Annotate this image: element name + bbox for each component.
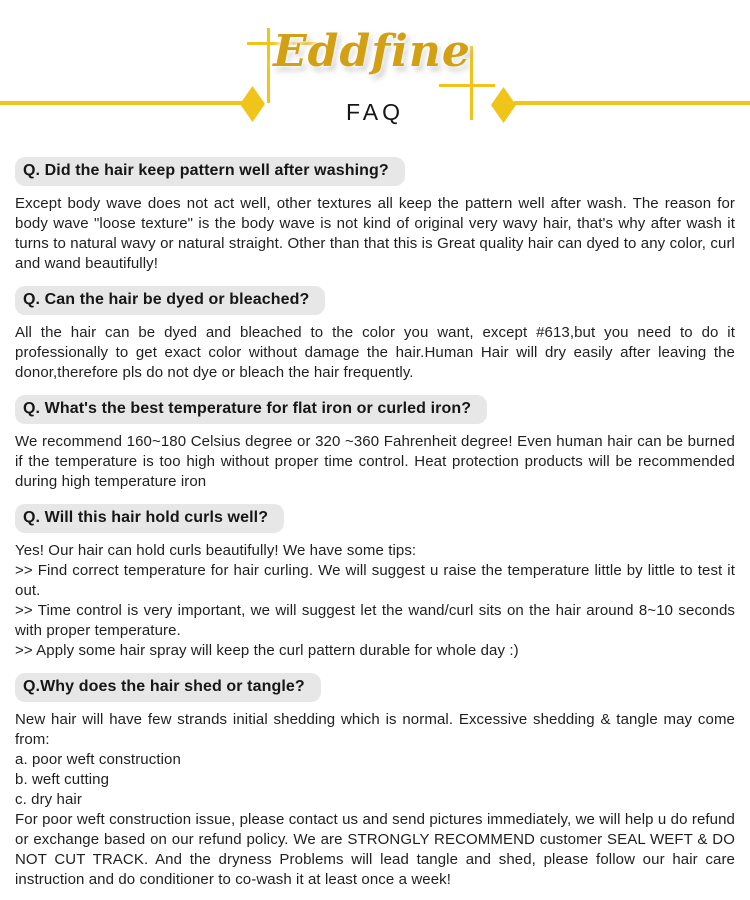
faq-answer [15, 194, 735, 274]
faq-question: Q. Will this hair hold curls well? [15, 504, 284, 533]
header [0, 0, 750, 150]
faq-question: Q. Can the hair be dyed or bleached? [15, 286, 325, 315]
answer-paragraph: c. dry hair [15, 791, 82, 808]
faq-item [15, 286, 735, 383]
faq-item [15, 504, 735, 661]
faq-question: Q. What's the best temperature for flat iron or curled iron? [15, 395, 487, 424]
faq-item [15, 673, 735, 890]
answer-paragraph: Yes! Our hair can hold curls beautifully! We have some tips: [15, 542, 417, 559]
faq-item [15, 157, 735, 274]
faq-question: Q. Did the hair keep pattern well after washing? [15, 157, 405, 186]
answer-paragraph: >> Apply some hair spray will keep the curl pattern durable for whole day :) [15, 642, 519, 659]
answer-paragraph: Except body wave does not act well, other textures all keep the pattern well after wash. The reason for body wave "loose texture" is the body wave is not kind of original very wavy hair, that's why after wash it turns to natural wavy or natural straight. Other than that this is Great quality hair can dyed to any color, curl and wand beautifully! [15, 195, 735, 272]
faq-list [0, 150, 750, 890]
faq-item [15, 395, 735, 492]
answer-paragraph: New hair will have few strands initial shedding which is normal. Excessive shedding & tangle may come from: [15, 711, 735, 748]
answer-paragraph: >> Time control is very important, we will suggest let the wand/curl sits on the hair around 8~10 seconds with proper temperature. [15, 602, 735, 639]
answer-paragraph: For poor weft construction issue, please contact us and send pictures immediately, we will help u do refund or exchange based on our refund policy. We are STRONGLY RECOMMEND customer SEAL WEFT & DO NOT CUT TRACK. And the dryness Problems will lead tangle and shed, please follow our hair care instruction and do conditioner to co-wash it at least once a week! [15, 811, 735, 888]
page-title: FAQ [345, 99, 404, 125]
faq-answer [15, 432, 735, 492]
faq-question: Q.Why does the hair shed or tangle? [15, 673, 321, 702]
faq-answer [15, 323, 735, 383]
answer-paragraph: All the hair can be dyed and bleached to the color you want, except #613,but you need to do it professionally to get exact color without damage the hair.Human Hair will dry easily after leaving the donor,therefore pls do not dye or bleach the hair frequently. [15, 324, 735, 381]
faq-answer [15, 710, 735, 890]
faq-answer [15, 541, 735, 661]
cross-line-horizontal-right [439, 84, 495, 87]
brand-logo: Eddfine [273, 26, 471, 77]
answer-paragraph: a. poor weft construction [15, 751, 181, 768]
answer-paragraph: b. weft cutting [15, 771, 110, 788]
answer-paragraph: >> Find correct temperature for hair curling. We will suggest u raise the temperature little by little to test it out. [15, 562, 735, 599]
answer-paragraph: We recommend 160~180 Celsius degree or 320 ~360 Fahrenheit degree! Even human hair can be burned if the temperature is too high without proper time control. Heat protection products will be recommended during high temperature iron [15, 433, 735, 490]
